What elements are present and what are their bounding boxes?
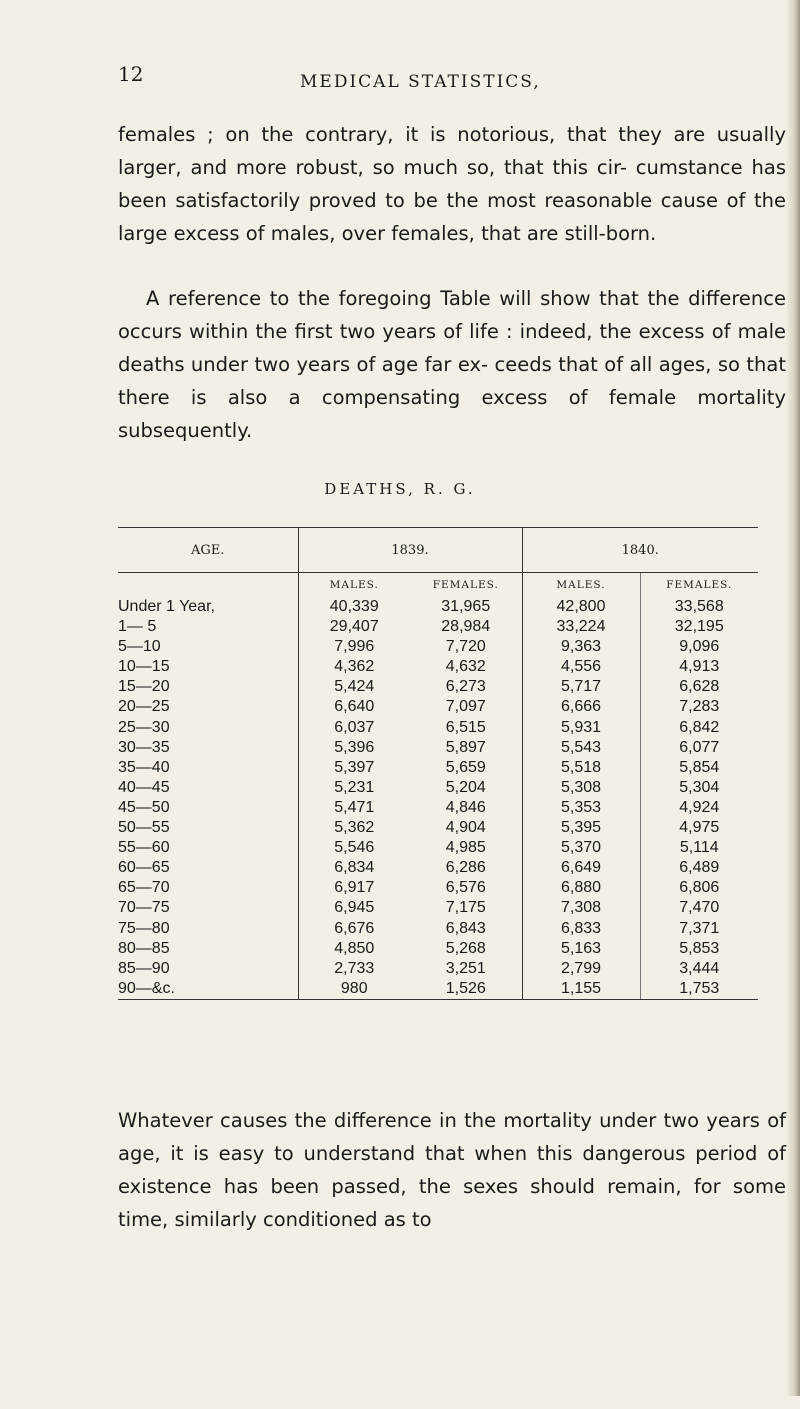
table-title: DEATHS, R. G.: [324, 480, 476, 498]
females-1839-cell: 3,251: [445, 959, 486, 977]
age-cell: 5—10: [118, 638, 161, 656]
females-1839-cell: 6,576: [445, 879, 486, 897]
table-row: [118, 657, 758, 677]
age-cell: 15—20: [118, 678, 170, 696]
females-1839-header: FEMALES.: [432, 579, 499, 591]
females-1839-cell: 7,720: [445, 638, 486, 656]
males-1839-cell: 5,471: [298, 798, 410, 818]
table-row: [118, 939, 758, 959]
females-1840-cell: 6,628: [640, 677, 758, 697]
age-cell: 40—45: [118, 778, 170, 796]
paragraph-2: A reference to the foregoing Table will show that the difference occurs within the first two years of life : indeed, the excess of male deaths under two years of age far ex- ceeds that of all ages, so that there is also a compensating excess of female mortality subsequently.: [118, 287, 786, 442]
females-1840-cell: 32,195: [640, 617, 758, 637]
table-row: [118, 898, 758, 918]
females-1839-cell: 4,985: [445, 839, 486, 857]
males-1840-cell: 9,363: [522, 637, 640, 657]
males-1839-cell: 4,850: [298, 939, 410, 959]
males-1839-cell: 6,917: [298, 878, 410, 898]
table-row: [118, 738, 758, 758]
females-1840-cell: 5,854: [640, 758, 758, 778]
females-1839-cell: 6,273: [445, 678, 486, 696]
females-1839-cell: 4,904: [445, 819, 486, 837]
males-1839-cell: 2,733: [298, 959, 410, 979]
males-1840-cell: 5,163: [522, 939, 640, 959]
females-1840-cell: 6,077: [640, 738, 758, 758]
females-1839-cell: 6,286: [445, 859, 486, 877]
males-1839-cell: 5,231: [298, 778, 410, 798]
age-cell: 30—35: [118, 738, 170, 756]
age-cell: 50—55: [118, 819, 170, 837]
males-1840-cell: 33,224: [522, 617, 640, 637]
males-1839-cell: 29,407: [298, 617, 410, 637]
age-cell: 80—85: [118, 939, 170, 957]
age-cell: 70—75: [118, 899, 170, 917]
age-cell: 90—&c.: [118, 979, 298, 1000]
age-cell: Under 1 Year,: [118, 598, 215, 615]
females-1839-cell: 4,846: [445, 798, 486, 816]
males-1839-cell: 40,339: [298, 597, 410, 617]
females-1839-cell: 1,526: [410, 979, 522, 1000]
males-1839-cell: 980: [298, 979, 410, 1000]
males-1839-cell: 4,362: [298, 657, 410, 677]
deaths-table-container: [118, 527, 758, 1409]
table-row: [118, 979, 758, 1000]
table-row: [118, 677, 758, 697]
females-1840-cell: 7,470: [640, 898, 758, 918]
females-1840-cell: 4,913: [640, 657, 758, 677]
table-row: [118, 818, 758, 838]
age-cell: 25—30: [118, 718, 170, 736]
females-1839-cell: 5,204: [445, 778, 486, 796]
year-1839-header: 1839.: [298, 528, 522, 573]
age-cell: 10—15: [118, 658, 170, 676]
males-1840-cell: 5,717: [522, 677, 640, 697]
males-1840-header: MALES.: [522, 573, 640, 598]
males-1839-header: MALES.: [298, 573, 410, 598]
age-cell: 75—80: [118, 919, 170, 937]
males-1840-cell: 5,931: [522, 718, 640, 738]
females-1840-cell: 9,096: [640, 637, 758, 657]
age-cell: 35—40: [118, 758, 170, 776]
age-subheader-blank: [118, 573, 298, 598]
paragraph-3: Whatever causes the difference in the mortality under two years of age, it is easy to understand that when this dangerous period of existence has been passed, the sexes should remain, for some time, similarly conditioned as to: [118, 1109, 786, 1231]
females-1839-cell: 7,097: [445, 698, 486, 716]
age-cell: 85—90: [118, 959, 170, 977]
females-1840-cell: 6,842: [640, 718, 758, 738]
males-1840-cell: 5,353: [522, 798, 640, 818]
table-row: [118, 838, 758, 858]
males-1839-cell: 5,546: [298, 838, 410, 858]
females-1839-cell: 6,843: [445, 919, 486, 937]
females-1839-cell: 31,965: [441, 598, 491, 615]
running-head: [0, 62, 800, 102]
table-row: [118, 798, 758, 818]
age-cell: 65—70: [118, 879, 170, 897]
page-number: 12: [118, 62, 144, 86]
females-1840-cell: 6,489: [640, 858, 758, 878]
table-body: [118, 597, 758, 999]
age-header: AGE.: [118, 528, 298, 573]
females-1840-cell: 7,283: [640, 697, 758, 717]
males-1840-cell: 5,518: [522, 758, 640, 778]
females-1840-cell: 4,924: [640, 798, 758, 818]
females-1840-cell: 5,304: [640, 778, 758, 798]
males-1840-cell: 1,155: [522, 979, 640, 1000]
table-row: [118, 959, 758, 979]
females-1840-cell: 5,114: [640, 838, 758, 858]
males-1839-cell: 6,834: [298, 858, 410, 878]
males-1840-cell: 6,666: [522, 697, 640, 717]
females-1839-cell: 5,268: [445, 939, 486, 957]
females-1839-cell: 4,632: [445, 658, 486, 676]
age-cell: 1— 5: [118, 618, 157, 636]
table-row: [118, 919, 758, 939]
page-edge: [786, 0, 800, 1396]
males-1839-cell: 6,037: [298, 718, 410, 738]
females-1840-cell: 33,568: [640, 597, 758, 617]
females-1840-cell: 4,975: [640, 818, 758, 838]
table-row: [118, 637, 758, 657]
year-1840-header: 1840.: [522, 528, 758, 573]
males-1840-cell: 5,370: [522, 838, 640, 858]
females-1840-cell: 3,444: [640, 959, 758, 979]
males-1839-cell: 5,424: [298, 677, 410, 697]
females-1840-cell: 7,371: [640, 919, 758, 939]
males-1840-cell: 6,649: [522, 858, 640, 878]
males-1840-cell: 42,800: [522, 597, 640, 617]
table-row: [118, 718, 758, 738]
age-cell: 60—65: [118, 859, 170, 877]
males-1840-cell: 5,308: [522, 778, 640, 798]
males-1840-cell: 5,543: [522, 738, 640, 758]
males-1840-cell: 2,799: [522, 959, 640, 979]
deaths-table: [118, 527, 758, 1000]
running-title: MEDICAL STATISTICS,: [300, 72, 541, 92]
males-1840-cell: 6,833: [522, 919, 640, 939]
age-cell: 55—60: [118, 839, 170, 857]
table-row: [118, 617, 758, 637]
females-1839-cell: 5,897: [445, 738, 486, 756]
age-cell: 20—25: [118, 698, 170, 716]
paragraph-1: females ; on the contrary, it is notorious, that they are usually larger, and more robust, so much so, that this cir- cumstance has been satisfactorily proved to be the most reasonable cause of the large excess of males, over females, that are still-born.: [118, 123, 786, 245]
age-cell: 45—50: [118, 798, 170, 816]
females-1839-cell: 6,515: [445, 718, 486, 736]
males-1840-cell: 4,556: [522, 657, 640, 677]
table-row: [118, 758, 758, 778]
females-1839-cell: 7,175: [445, 899, 486, 917]
males-1840-cell: 7,308: [522, 898, 640, 918]
females-1840-cell: 6,806: [640, 878, 758, 898]
females-1839-cell: 28,984: [441, 618, 491, 636]
table-row: [118, 697, 758, 717]
males-1839-cell: 5,397: [298, 758, 410, 778]
males-1840-cell: 5,395: [522, 818, 640, 838]
table-row: [118, 778, 758, 798]
males-1839-cell: 7,996: [298, 637, 410, 657]
males-1839-cell: 6,945: [298, 898, 410, 918]
males-1840-cell: 6,880: [522, 878, 640, 898]
females-1840-cell: 5,853: [640, 939, 758, 959]
males-1839-cell: 6,640: [298, 697, 410, 717]
table-row: [118, 878, 758, 898]
females-1840-header: FEMALES.: [640, 573, 758, 598]
females-1839-cell: 5,659: [445, 758, 486, 776]
males-1839-cell: 5,362: [298, 818, 410, 838]
table-row: [118, 858, 758, 878]
females-1840-cell: 1,753: [640, 979, 758, 1000]
males-1839-cell: 6,676: [298, 919, 410, 939]
table-row: [118, 597, 758, 617]
males-1839-cell: 5,396: [298, 738, 410, 758]
